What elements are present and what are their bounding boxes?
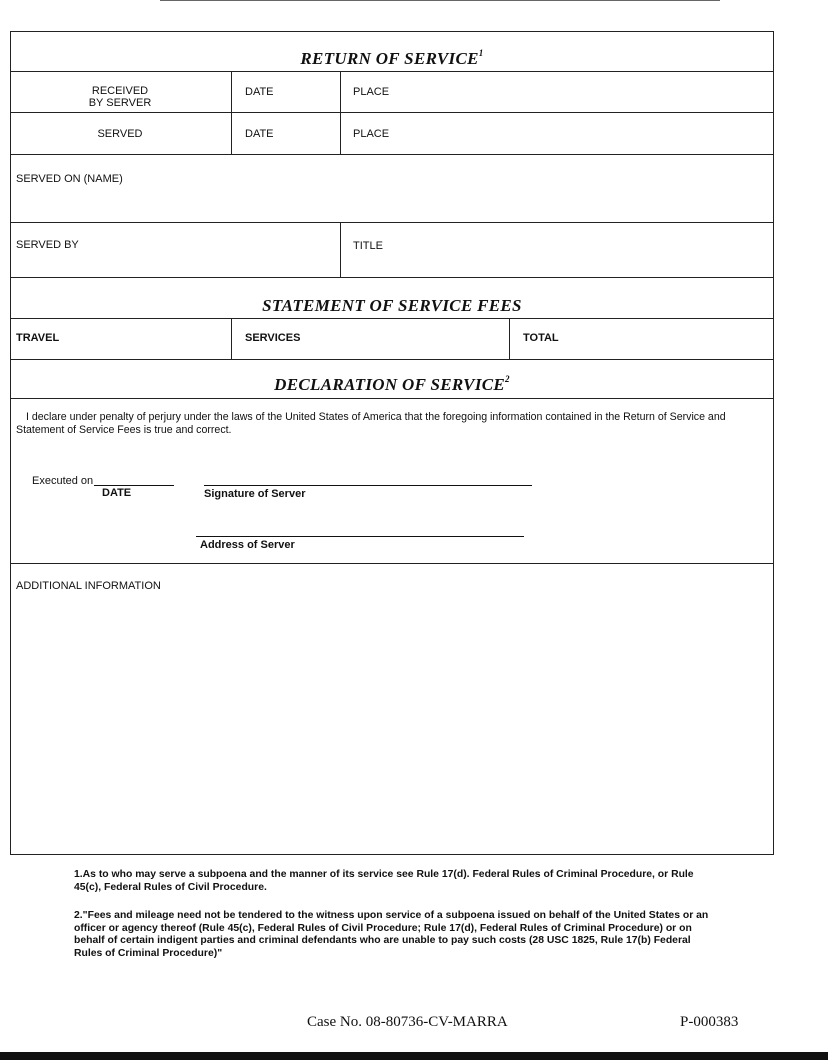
received-by-server-label: RECEIVED BY SERVER [88,85,152,109]
served-label: SERVED [97,128,143,140]
title-label: TITLE [353,240,383,252]
page-id: P-000383 [680,1014,739,1030]
received-place-label: PLACE [353,86,390,98]
signature-line [204,485,532,486]
top-rule [160,0,720,1]
total-label: TOTAL [523,332,559,344]
return-of-service-title: RETURN OF SERVICE [300,49,479,68]
served-on-label: SERVED ON (NAME) [16,173,123,185]
case-number: Case No. 08-80736-CV-MARRA [307,1014,508,1030]
address-line [196,536,524,537]
address-caption: Address of Server [200,539,295,551]
service-fees-heading: STATEMENT OF SERVICE FEES [262,296,522,315]
served-place-label: PLACE [353,128,390,140]
declaration-title: DECLARATION OF SERVICE [274,375,506,394]
services-label: SERVICES [245,332,301,344]
additional-information-label: ADDITIONAL INFORMATION [16,580,161,592]
travel-label: TRAVEL [16,332,60,344]
declaration-text: I declare under penalty of perjury under the laws of the United States of America that the foregoing information contained in the Return of Service and Statement of Service Fees is true and correct. [16,411,726,436]
served-by-label: SERVED BY [16,239,79,251]
footnote-marker-2: 2 [505,374,510,384]
declaration-heading [10,375,774,395]
return-of-service-heading [10,49,774,69]
footnote-2: 2."Fees and mileage need not be tendered to the witness upon service of a subpoena issued on behalf of the United States or an officer or agency thereof (Rule 45(c), Federal Rules of Civil Procedure; Rule 17(d), Federal Rules of Criminal Procedure) or on behalf of certain indigent parties and criminal defendants who are unable to pay such costs (28 USC 1825, Rule 17(b) Federal Rules of Criminal Procedure)" [74,910,709,959]
executed-on-label: Executed on [32,475,94,487]
footnote-1: 1.As to who may serve a subpoena and the manner of its service see Rule 17(d). Federal Rules of Criminal Procedure, or Rule 45(c), Federal Rules of Civil Procedure. [74,869,694,893]
footnote-marker-1: 1 [478,48,484,58]
signature-caption: Signature of Server [204,488,306,500]
date-caption: DATE [102,487,132,499]
served-date-label: DATE [245,128,274,140]
received-date-label: DATE [245,86,274,98]
scan-edge [0,1052,828,1060]
executed-date-line [94,485,174,486]
